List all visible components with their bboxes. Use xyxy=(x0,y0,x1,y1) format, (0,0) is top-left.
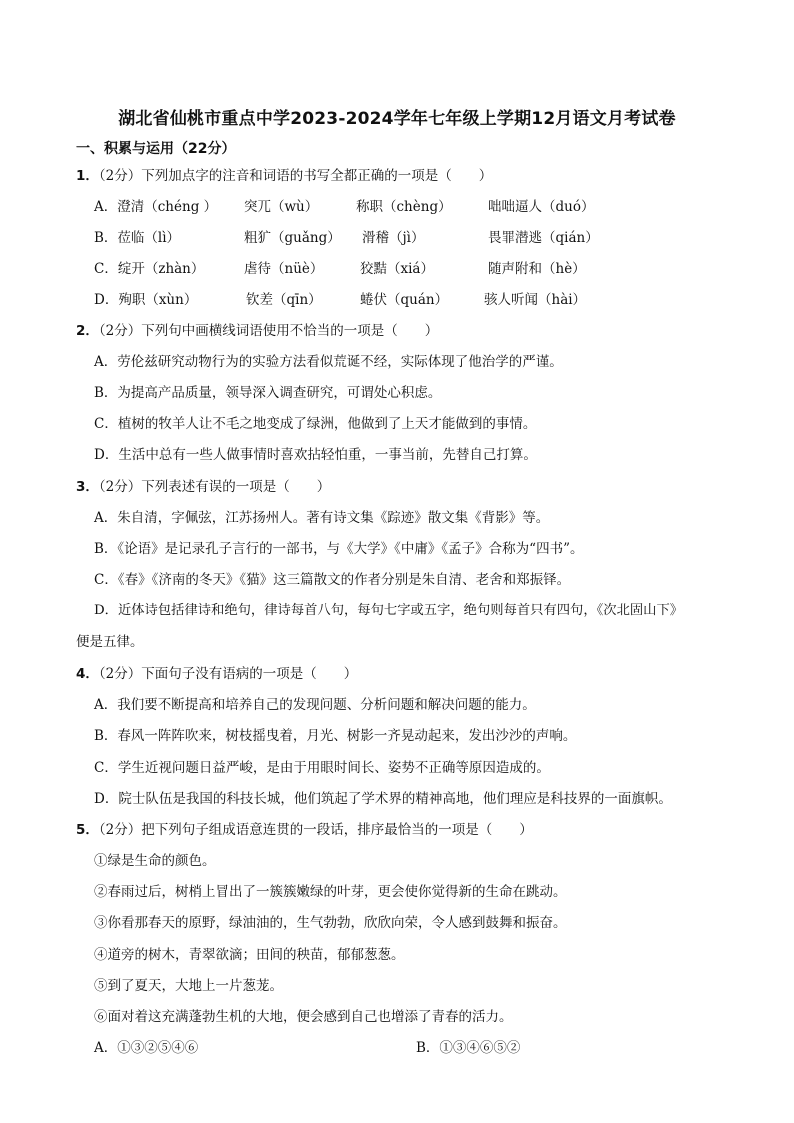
option-cell: 蜷伏（quán） xyxy=(360,292,449,308)
question-3-stem xyxy=(76,477,330,497)
question-4-option-d: D．院士队伍是我国的科技长城，他们筑起了学术界的精神高地，他们理应是科技界的一面旗帜。 xyxy=(94,791,672,807)
section-heading: 一、积累与运用（22分） xyxy=(76,141,236,157)
question-4-option-c: C．学生近视问题日益严峻，是由于用眼时间长、姿势不正确等原因造成的。 xyxy=(94,760,550,776)
question-1-stem xyxy=(76,166,492,186)
question-3-option-d: D．近体诗包括律诗和绝句，律诗每首八句，每句七字或五字，绝句则每首只有四句，《次北固山下》 xyxy=(94,603,684,618)
question-number: 3． xyxy=(76,479,99,495)
question-3-option-c: C．《春》《济南的冬天》《猫》这三篇散文的作者分别是朱自清、老舍和郑振铎。 xyxy=(94,572,571,588)
option-cell: A．澄清（chéng ） xyxy=(94,199,218,215)
question-5-option-b: B．①③④⑥⑤② xyxy=(416,1040,521,1056)
option-cell: 咄咄逼人（duó） xyxy=(488,199,595,215)
option-cell: C．绽开（zhàn） xyxy=(94,261,205,277)
question-5-sentence-4: ④道旁的树木，青翠欲滴；田间的秧苗，郁郁葱葱。 xyxy=(94,947,405,963)
question-5-sentence-1: ①绿是生命的颜色。 xyxy=(94,853,216,869)
option-cell: 粗犷（guǎng） xyxy=(244,230,341,246)
question-number: 5． xyxy=(76,822,99,838)
option-cell: 滑稽（jì） xyxy=(362,230,425,246)
question-text: （2分）把下列句子组成语意连贯的一段话，排序最恰当的一项是（ ） xyxy=(98,822,533,838)
option-cell: 畏罪潜逃（qián） xyxy=(488,230,599,246)
option-cell: D．殉职（xùn） xyxy=(94,292,198,308)
option-cell: 狡黠（xiá） xyxy=(360,261,434,277)
question-2-option-a: A．劳伦兹研究动物行为的实验方法看似荒诞不经，实际体现了他治学的严谨。 xyxy=(94,354,563,370)
question-2-option-b: B．为提高产品质量，领导深入调查研究，可谓处心积虑。 xyxy=(94,385,442,401)
option-cell: 骇人听闻（hài） xyxy=(484,292,587,308)
question-4-stem xyxy=(76,664,357,684)
question-text: （2分）下面句子没有语病的一项是（ ） xyxy=(98,666,358,682)
option-cell: 随声附和（hè） xyxy=(488,261,586,277)
question-number: 1． xyxy=(76,168,99,184)
question-3-option-d-continued: 便是五律。 xyxy=(76,634,144,650)
option-cell: 称职（chèng） xyxy=(356,199,452,215)
question-5-sentence-6: ⑥面对着这充满蓬勃生机的大地，便会感到自己也增添了青春的活力。 xyxy=(94,1009,513,1025)
question-3-option-a: A．朱自清，字佩弦，江苏扬州人。著有诗文集《踪迹》散文集《背影》等。 xyxy=(94,510,550,526)
question-5-sentence-5: ⑤到了夏天，大地上一片葱茏。 xyxy=(94,978,283,994)
question-text: （2分）下列表述有误的一项是（ ） xyxy=(98,479,331,495)
question-2-stem xyxy=(76,321,438,341)
question-2-option-d: D．生活中总有一些人做事情时喜欢拈轻怕重，一事当前，先替自己打算。 xyxy=(94,447,537,463)
option-cell: B．莅临（lì） xyxy=(94,230,181,246)
exam-title: 湖北省仙桃市重点中学2023-2024学年七年级上学期12月语文月考试卷 xyxy=(118,109,676,129)
option-cell: 突兀（wù） xyxy=(244,199,319,215)
question-text: （2分）下列句中画横线词语使用不恰当的一项是（ ） xyxy=(98,323,439,339)
question-5-option-a: A．①③②⑤④⑥ xyxy=(94,1040,199,1056)
question-number: 2． xyxy=(76,323,99,339)
question-number: 4． xyxy=(76,666,99,682)
option-cell: 虐待（nüè） xyxy=(244,261,324,277)
question-text: （2分）下列加点字的注音和词语的书写全都正确的一项是（ ） xyxy=(98,168,493,184)
question-5-stem xyxy=(76,820,533,840)
option-cell: 钦差（qīn） xyxy=(246,292,322,308)
question-5-sentence-3: ③你看那春天的原野，绿油油的，生气勃勃，欣欣向荣，令人感到鼓舞和振奋。 xyxy=(94,915,567,931)
question-2-option-c: C．植树的牧羊人让不毛之地变成了绿洲，他做到了上天才能做到的事情。 xyxy=(94,416,537,432)
question-3-option-b: B．《论语》是记录孔子言行的一部书，与《大学》《中庸》《孟子》合称为“四书”。 xyxy=(94,541,584,557)
question-4-option-a: A．我们要不断提高和培养自己的发现问题、分析问题和解决问题的能力。 xyxy=(94,697,536,713)
question-5-sentence-2: ②春雨过后，树梢上冒出了一簇簇嫩绿的叶芽，更会使你觉得新的生命在跳动。 xyxy=(94,884,567,900)
question-4-option-b: B．春风一阵阵吹来，树枝摇曳着，月光、树影一齐晃动起来，发出沙沙的声响。 xyxy=(94,728,577,744)
